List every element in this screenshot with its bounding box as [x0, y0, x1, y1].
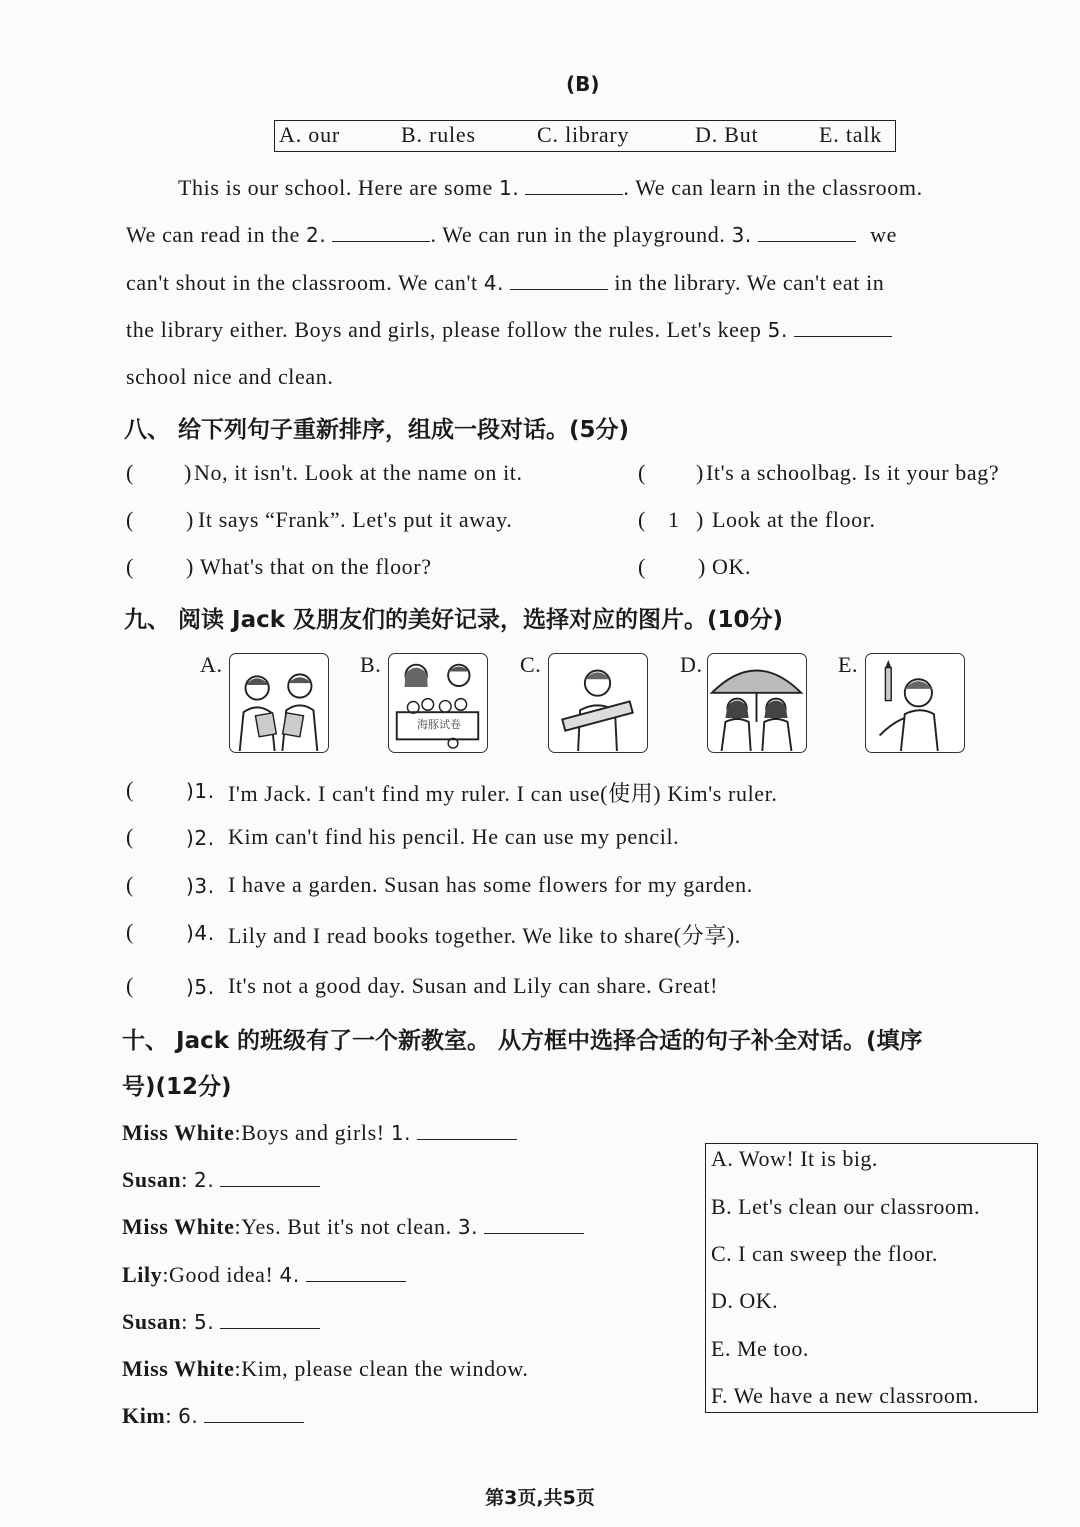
q10-heading-line-1: 十、 Jack 的班级有了一个新教室。 从方框中选择合适的句子补全对话。(填序 [122, 1028, 923, 1054]
passage-line-5: school nice and clean. [126, 364, 334, 389]
blank-2[interactable] [332, 225, 430, 242]
blank-4[interactable] [510, 273, 608, 290]
q8-item-3: ( ) It says “Frank”. Let's put it away. [126, 507, 513, 532]
dialogue-blank-5[interactable] [220, 1312, 320, 1329]
dialogue-line-6: Miss White:Kim, please clean the window. [122, 1356, 529, 1381]
sentence-options-box [705, 1143, 1038, 1413]
q9-item-5: ( )5. It's not a good day. Susan and Lily can share. Great! [126, 973, 719, 999]
blank-3[interactable] [758, 225, 856, 242]
blank-1[interactable] [525, 178, 623, 195]
q9-item-1: ( )1. I'm Jack. I can't find my ruler. I can use(使用) Kim's ruler. [126, 777, 778, 806]
word-option-e: E. talk [819, 122, 883, 147]
picture-a-label: A. [200, 652, 223, 677]
q8-item-2: ( ) It's a schoolbag. Is it your bag? [638, 460, 1000, 485]
picture-e-label: E. [838, 652, 859, 677]
q9-item-4: ( )4. Lily and I read books together. We like to share(分享). [126, 919, 741, 948]
picture-d-label: D. [680, 652, 703, 677]
kids-with-flowers-icon [388, 653, 488, 753]
dialogue-blank-1[interactable] [417, 1123, 517, 1140]
option-e: E. Me too. [711, 1336, 809, 1361]
q8-item-6: ( ) OK. [638, 554, 752, 579]
q9-heading: 九、 阅读 Jack 及朋友们的美好记录，选择对应的图片。(10分) [124, 607, 784, 633]
q10-heading-line-2: 号)(12分) [122, 1074, 232, 1100]
passage-line-4: the library either. Boys and girls, please follow the rules. Let's keep 5. [126, 317, 1044, 343]
dialogue-blank-2[interactable] [220, 1170, 320, 1187]
girls-sharing-umbrella-icon [707, 653, 807, 753]
q9-item-3: ( )3. I have a garden. Susan has some flowers for my garden. [126, 872, 753, 898]
word-option-a: A. our [279, 122, 341, 147]
option-f: F. We have a new classroom. [711, 1383, 979, 1408]
q8-item-1: ( ) No, it isn't. Look at the name on it. [126, 460, 523, 485]
answer-slot[interactable]: 1 [668, 507, 680, 532]
dialogue-line-1: Miss White:Boys and girls! 1. [122, 1120, 517, 1146]
q9-item-2: ( )2. Kim can't find his pencil. He can use my pencil. [126, 824, 680, 850]
dialogue-line-3: Miss White:Yes. But it's not clean. 3. [122, 1214, 584, 1240]
word-option-b: B. rules [401, 122, 476, 147]
passage-line-1: This is our school. Here are some 1. . We can learn in the classroom. [178, 175, 923, 200]
dialogue-blank-6[interactable] [204, 1406, 304, 1423]
page-footer: 第3页,共5页 [485, 1487, 595, 1509]
boy-with-ruler-icon [548, 653, 648, 753]
dialogue-line-5: Susan: 5. [122, 1309, 320, 1335]
watermark-text: 海豚试卷 [417, 718, 461, 731]
word-box [274, 120, 896, 152]
q8-item-5: ( ) What's that on the floor? [126, 554, 432, 579]
q8-heading: 八、 给下列句子重新排序，组成一段对话。(5分) [124, 417, 630, 443]
option-b: B. Let's clean our classroom. [711, 1194, 980, 1219]
option-a: A. Wow! It is big. [711, 1146, 878, 1171]
section-b-label: (B) [566, 72, 600, 96]
dialogue-line-2: Susan: 2. [122, 1167, 320, 1193]
boy-with-pencil-icon [865, 653, 965, 753]
passage-line-3: can't shout in the classroom. We can't 4. in the library. We can't eat in [126, 270, 885, 295]
word-option-d: D. But [695, 122, 759, 147]
passage-line-2: We can read in the 2. . We can run in the playground. 3. we [126, 222, 897, 247]
dialogue-blank-4[interactable] [306, 1265, 406, 1282]
blank-5[interactable] [794, 320, 892, 337]
two-kids-with-books-icon [229, 653, 329, 753]
dialogue-blank-3[interactable] [484, 1217, 584, 1234]
picture-b-label: B. [360, 652, 382, 677]
q8-item-4: ( 1 ) Look at the floor. [638, 507, 876, 532]
option-d: D. OK. [711, 1288, 779, 1313]
word-option-c: C. library [537, 122, 630, 147]
option-c: C. I can sweep the floor. [711, 1241, 938, 1266]
picture-c-label: C. [520, 652, 542, 677]
dialogue-line-7: Kim: 6. [122, 1403, 304, 1429]
dialogue-line-4: Lily:Good idea! 4. [122, 1262, 406, 1288]
